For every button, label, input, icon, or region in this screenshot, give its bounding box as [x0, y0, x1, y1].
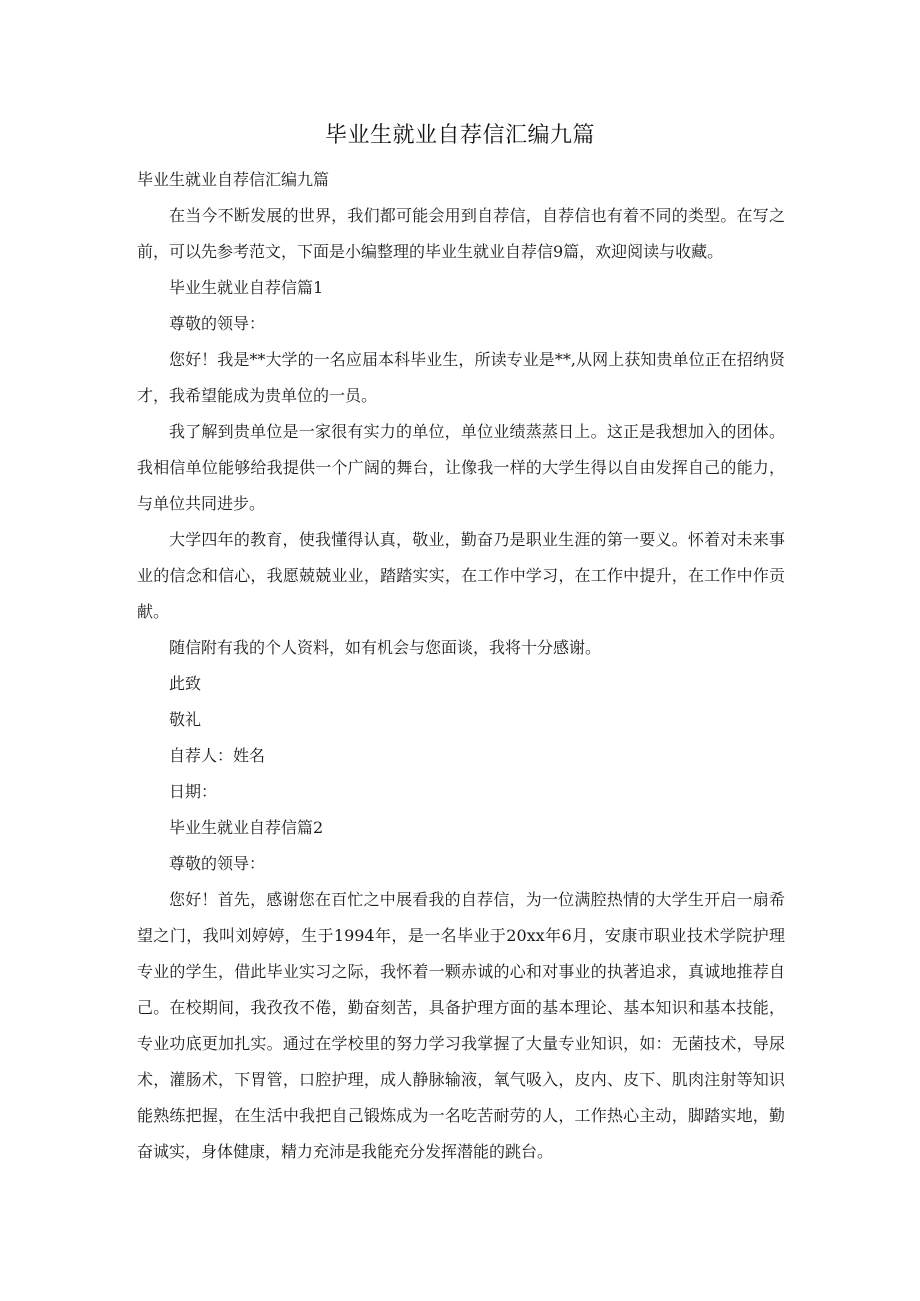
body-paragraph: 随信附有我的个人资料，如有机会与您面谈，我将十分感谢。 [169, 638, 602, 657]
body-paragraph: 我了解到贵单位是一家很有实力的单位，单位业绩蒸蒸日上。这正是我想加入的团体。我相信单位能够给我提供一个广阔的舞台，让像我一样的大学生得以自由发挥自己的能力，与单位共同进步。 [137, 422, 785, 513]
closing-line: 敬礼 [169, 710, 202, 729]
section-heading-1: 毕业生就业自荐信篇1 [169, 278, 324, 297]
salutation-1: 尊敬的领导： [169, 314, 266, 333]
body-paragraph: 您好！我是**大学的一名应届本科毕业生，所读专业是**,从网上获知贵单位正在招纳贤才，我希望能成为贵单位的一员。 [137, 350, 785, 405]
subtitle-paragraph: 毕业生就业自荐信汇编九篇 [137, 170, 330, 189]
body-paragraph: 大学四年的教育，使我懂得认真，敬业，勤奋乃是职业生涯的第一要义。怀着对未来事业的信念和信心，我愿兢兢业业，踏踏实实，在工作中学习，在工作中提升，在工作中作贡献。 [137, 530, 785, 621]
closing-line: 此致 [169, 674, 202, 693]
intro-paragraph: 在当今不断发展的世界，我们都可能会用到自荐信，自荐信也有着不同的类型。在写之前，可以先参考范文，下面是小编整理的毕业生就业自荐信9篇，欢迎阅读与收藏。 [137, 206, 785, 261]
section-heading-2: 毕业生就业自荐信篇2 [169, 818, 324, 837]
document-body [137, 162, 785, 1170]
salutation-2: 尊敬的领导： [169, 854, 266, 873]
signature-line: 自荐人：姓名 [169, 746, 266, 765]
date-line: 日期： [169, 782, 218, 801]
document-title: 毕业生就业自荐信汇编九篇 [324, 123, 595, 148]
body-paragraph: 您好！首先，感谢您在百忙之中展看我的自荐信，为一位满腔热情的大学生开启一扇希望之门，我叫刘婷婷，生于1994年，是一名毕业于20xx年6月，安康市职业技术学院护理专业的学生，借此毕业实习之际，我怀着一颗赤诚的心和对事业的执著追求，真诚地推荐自己。在校期间，我孜孜不倦，勤奋刻苦，具备护理方面的基本理论、基本知识和基本技能，专业功底更加扎实。通过在学校里的努力学习我掌握了大量专业知识，如：无菌技术，导尿术，灌肠术，下胃管，口腔护理，成人静脉输液，氧气吸入，皮内、皮下、肌肉注射等知识能熟练把握，在生活中我把自己锻炼成为一名吃苦耐劳的人，工作热心主动，脚踏实地，勤奋诚实，身体健康，精力充沛是我能充分发挥潜能的跳台。 [137, 890, 785, 1161]
